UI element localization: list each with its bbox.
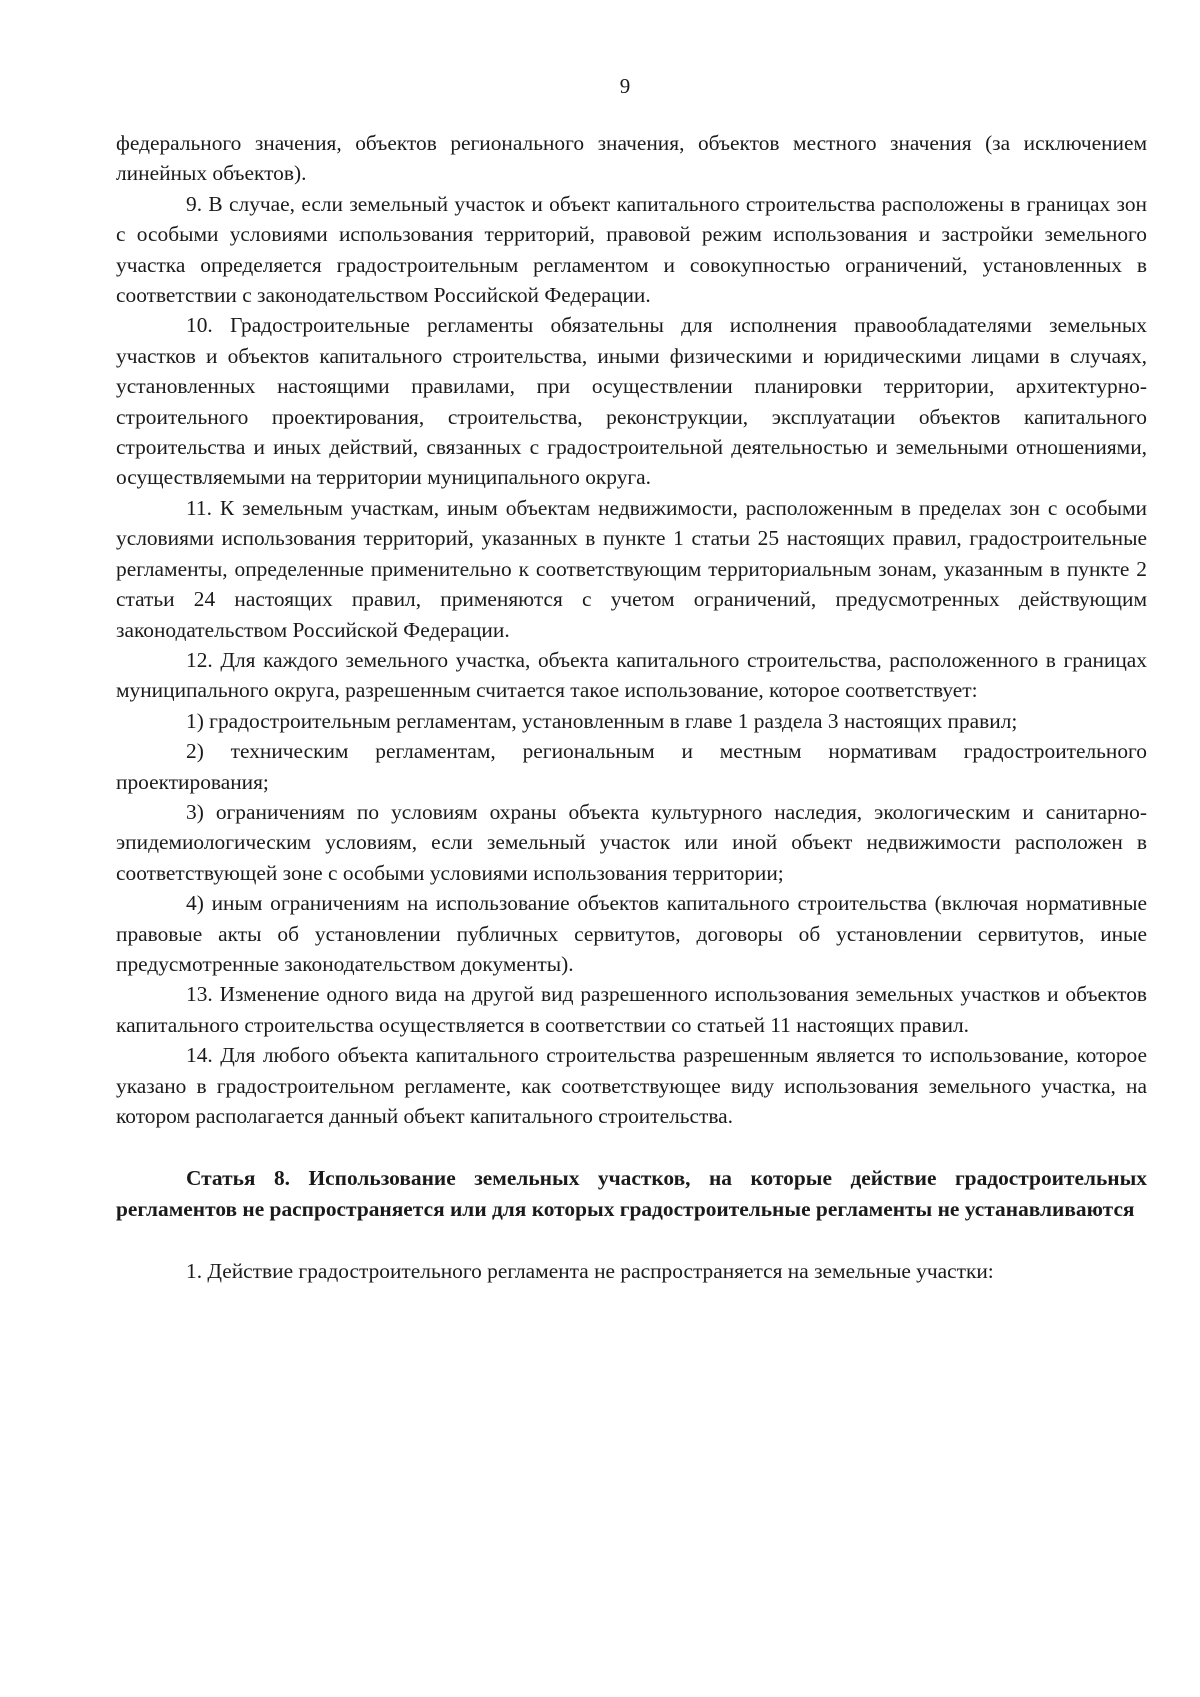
list-item-2: 2) техническим регламентам, региональным и местным нормативам градостроительного проектирования;: [116, 739, 1147, 794]
paragraph-12: 12. Для каждого земельного участка, объекта капитального строительства, расположенного в границах муниципального округа, разрешенным считается такое использование, которое соответствует:: [116, 647, 1147, 703]
document-body: [116, 128, 1147, 1287]
paragraph-10: 10. Градостроительные регламенты обязательны для исполнения правообладателями земельных участков и объектов капитального строительства, иными физическими и юридическими лицами в случаях, установленных настоящими правилами, при осуществлении планировки территории, архитектурно-строительного проектирования, строительства, реконструкции, эксплуатации объектов капитального строительства и иных действий, связанных с градостроительной деятельностью и земельными отношениями, осуществляемыми на территории муниципального округа.: [116, 313, 1147, 490]
page-number: 9: [619, 74, 631, 98]
paragraph-continuation: федерального значения, объектов регионального значения, объектов местного значения (за исключением линейных объектов).: [116, 131, 1147, 186]
article-8-paragraph-1: 1. Действие градостроительного регламента не распространяется на земельные участки:: [186, 1259, 994, 1284]
list-item-1: 1) градостроительным регламентам, установленным в главе 1 раздела 3 настоящих правил;: [186, 708, 1018, 733]
paragraph-9: 9. В случае, если земельный участок и объект капитального строительства расположены в границах зон с особыми условиями использования территорий, правовой режим использования и застройки земельного участка определяется градостроительным регламентом и совокупностью ограничений, установленных в соответствии с законодательством Российской Федерации.: [116, 191, 1147, 308]
paragraph-11: 11. К земельным участкам, иным объектам недвижимости, расположенным в пределах зон с особыми условиями использования территорий, указанных в пункте 1 статьи 25 настоящих правил, градостроительные регламенты, определенные применительно к соответствующим территориальным зонам, указанным в пункте 2 статьи 24 настоящих правил, применяются с учетом ограничений, предусмотренных действующим законодательством Российской Федерации.: [116, 495, 1147, 642]
list-item-4: 4) иным ограничениям на использование объектов капитального строительства (включая нормативные правовые акты об установлении публичных сервитутов, договоры об установлении сервитутов, иные предусмотренные законодательством документы).: [116, 891, 1147, 976]
paragraph-13: 13. Изменение одного вида на другой вид разрешенного использования земельных участков и объектов капитального строительства осуществляется в соответствии со статьей 11 настоящих правил.: [116, 982, 1147, 1037]
list-item-3: 3) ограничениям по условиям охраны объекта культурного наследия, экологическим и санитарно-эпидемиологическим условиям, если земельный участок или иной объект недвижимости расположен в соответствующей зоне с особыми условиями использования территории;: [116, 799, 1147, 885]
article-heading: Статья 8. Использование земельных участков, на которые действие градостроительных регламентов не распространяется или для которых градостроительные регламенты не устанавливаются: [116, 1166, 1147, 1221]
paragraph-14: 14. Для любого объекта капитального строительства разрешенным является то использование, которое указано в градостроительном регламенте, как соответствующее виду использования земельного участка, на котором располагается данный объект капитального строительства.: [116, 1043, 1147, 1128]
